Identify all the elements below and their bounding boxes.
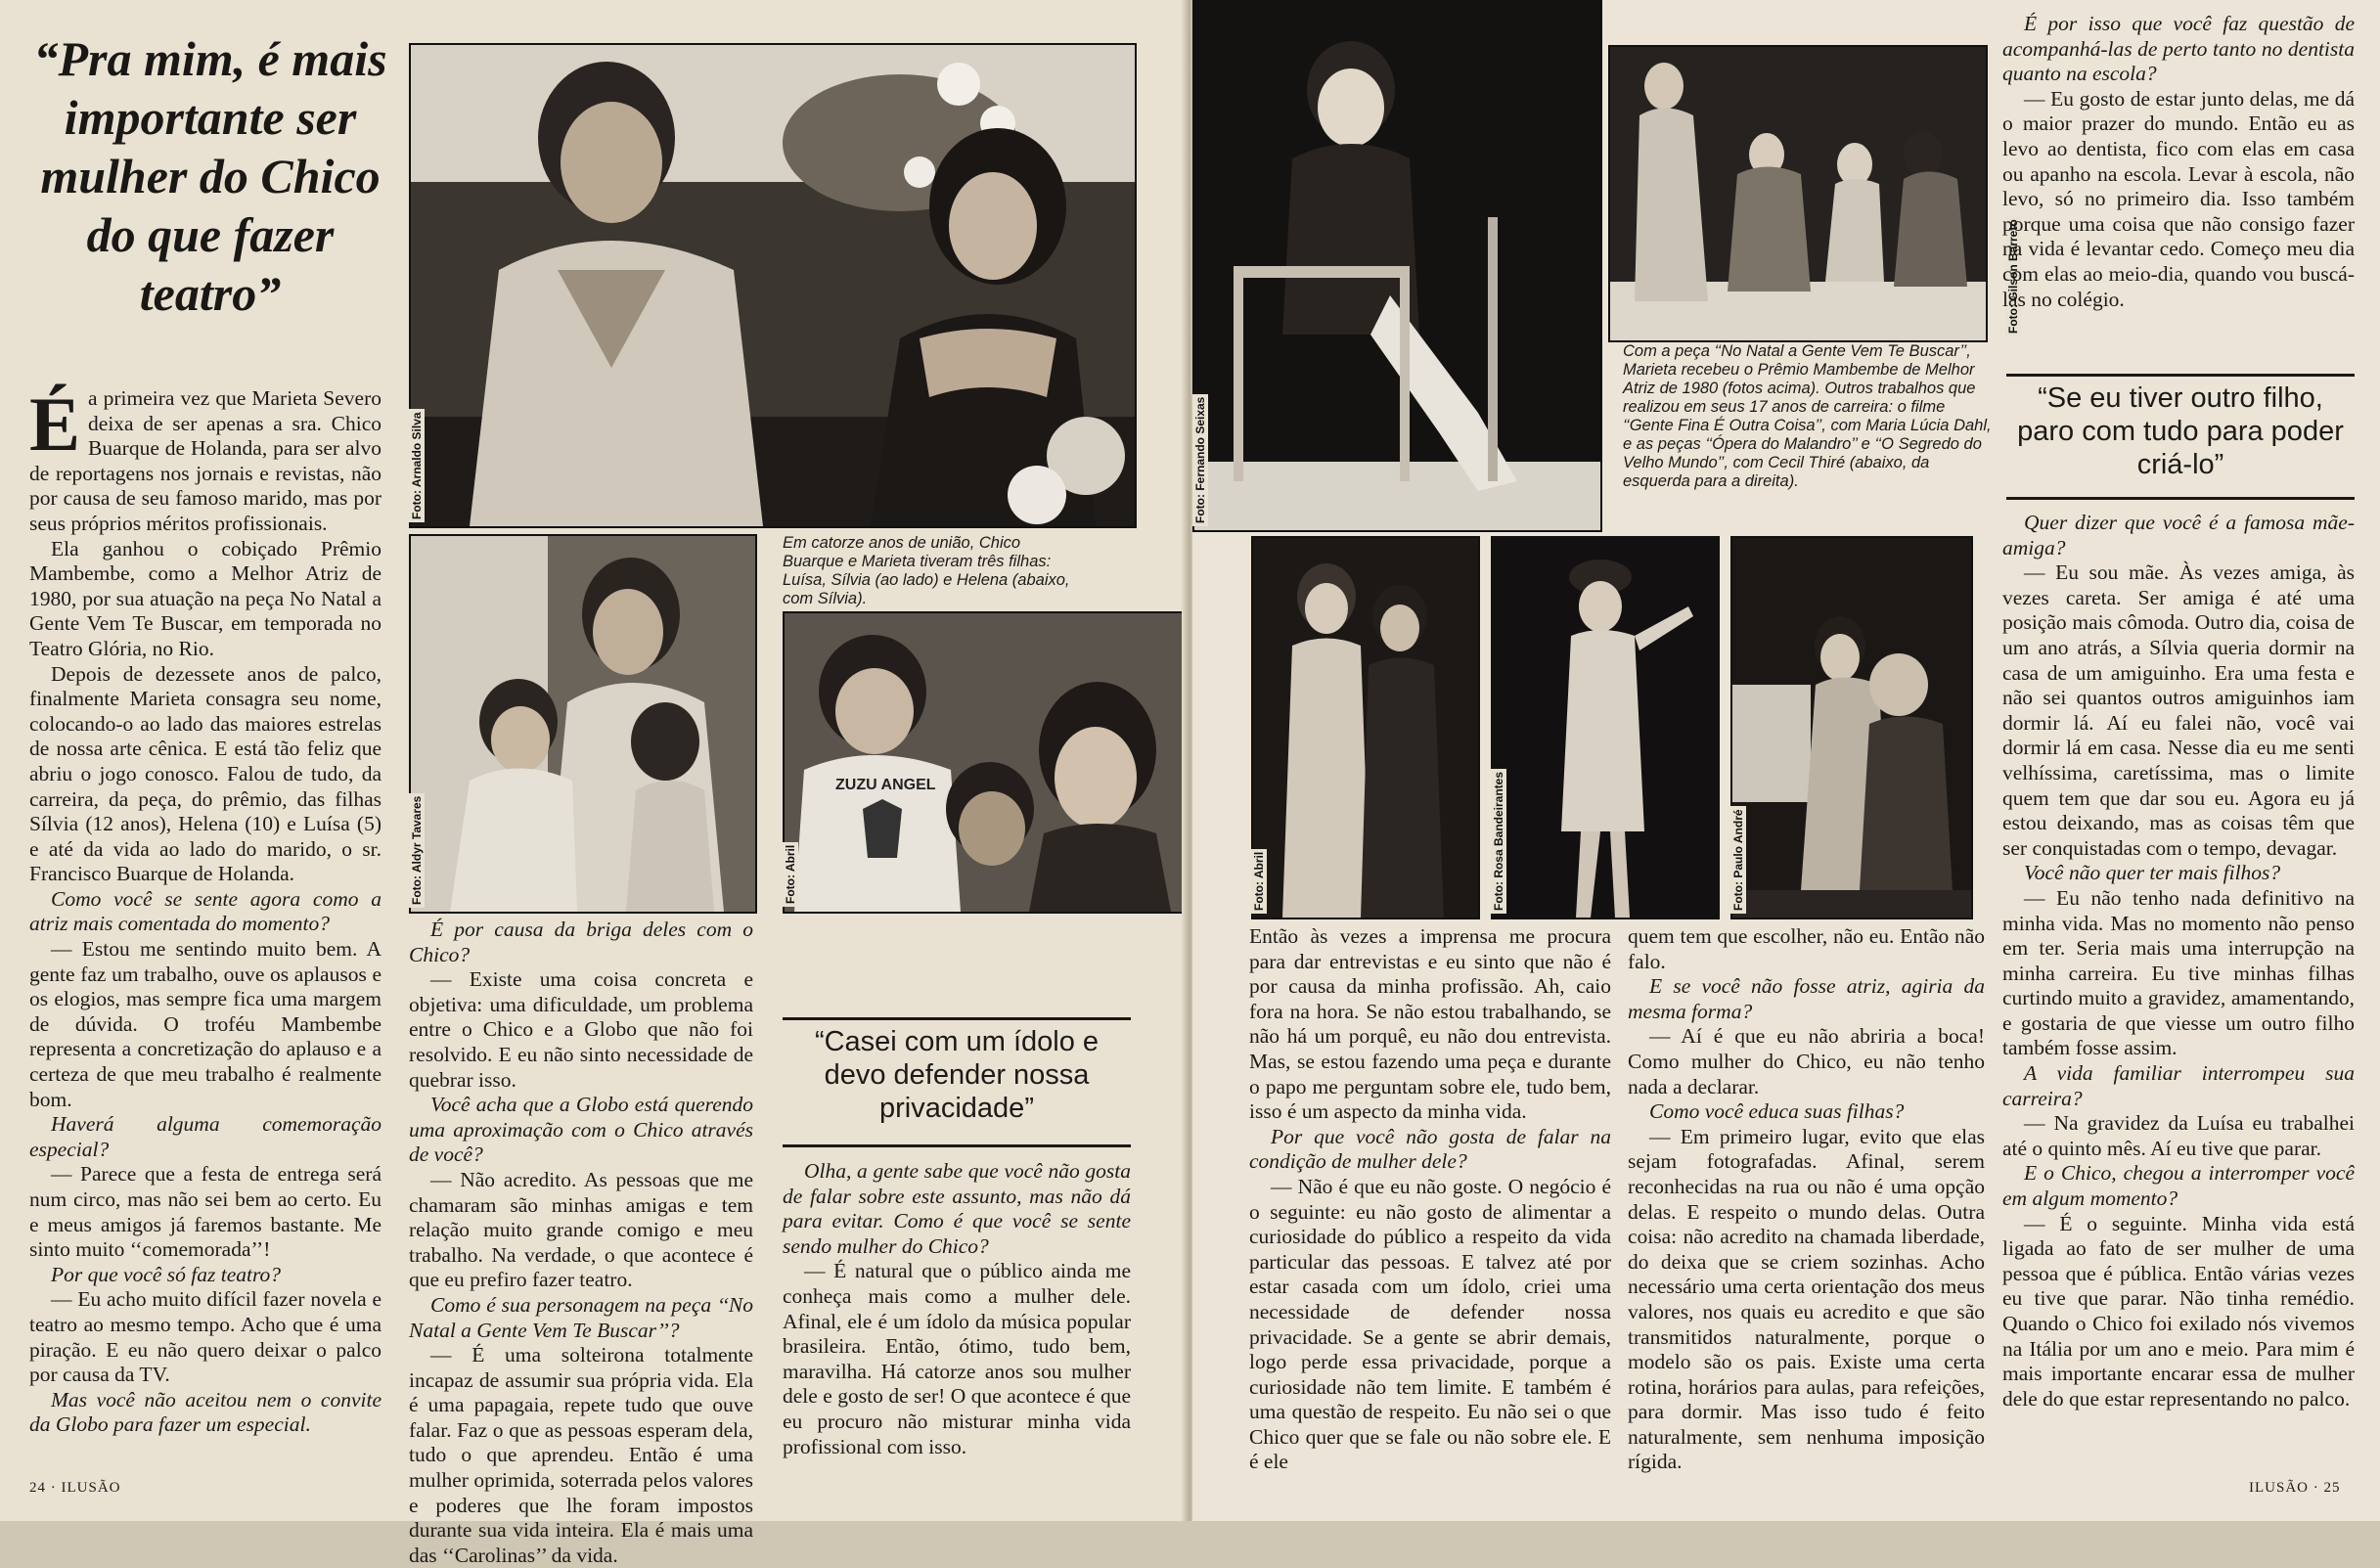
photo-couple-image: [411, 45, 1135, 526]
photo-daughters: [783, 611, 1191, 914]
photo-mother-daughter: [409, 534, 757, 914]
right-column-3-top: [2002, 12, 2355, 312]
svg-text:ZUZU ANGEL: ZUZU ANGEL: [835, 777, 936, 793]
answer: — É o seguinte. Minha vida está ligada ao fato de ser mulher de uma pessoa que é pública. Então várias vezes eu tive que parar. Não tinha remédio. Quando o Chico foi exilado nós vivemos na Itália por um ano e meio. Para mim é mais importante encarar essa de mulher dele do que estar representando no palco.: [2002, 1211, 2355, 1411]
photo-stage-seated: [1192, 0, 1602, 532]
answer: — Em primeiro lugar, evito que elas sejam fotografadas. Afinal, serem reconhecidas na rua ou não é uma opção delas. E respeito o mundo delas. Outra coisa: não acredito na chamada liberdade, do deixa que se criem sozinhas. Acho necessário uma certa orientação dos meus valores, nos quais eu acredito e que são transmitidos naturalmente, porque o modelo são os pais. Existe uma certa rotina, horários para aulas, para refeições, para dormir. Mas isso tudo é feito naturalmente, sem nenhuma imposição rígida.: [1628, 1124, 1985, 1474]
right-column-2: [1628, 924, 1985, 1475]
answer: — É uma solteirona totalmente incapaz de assumir sua própria vida. Ela é uma papagaia, repete tudo que ouve falar. Faz o que as pessoas esperam dela, tudo o que aprendeu. Então é uma mulher oprimida, soterrada pelos valores e poderes que lhe foram impostos durante sua vida inteira. Ela é mais uma das ‘‘Carolinas’’ da vida.: [409, 1343, 753, 1567]
question: Você não quer ter mais filhos?: [2024, 861, 2281, 885]
photo-stage-seated-image: [1194, 2, 1600, 530]
photo-caption: Em catorze anos de união, Chico Buarque e Marieta tiveram três filhas: Luísa, Sílvia (ao lado) e Helena (abaixo, com Sílvia).: [783, 534, 1070, 607]
dropcap: É: [29, 381, 81, 467]
left-column-2: [409, 918, 753, 1568]
paragraph: Depois de dezessete anos de palco, finalmente Marieta consagra seu nome, colocando-o ao lado das maiores estrelas de nossa arte cênica. E está tão feliz que abriu o jogo conosco. Falou de tudo, da carreira, da peça, do prêmio, das filhas Sílvia (12 anos), Helena (10) e Luísa (5) e até da vida ao lado do marido, o sr. Francisco Buarque de Holanda.: [29, 661, 382, 886]
left-page: [0, 0, 1188, 1567]
photo-play-cast: [1608, 45, 2020, 342]
intro-text: a primeira vez que Marieta Severo deixa de ser apenas a sra. Chico Buarque de Holanda, para ser alvo de reportagens nos jornais e revistas, não por causa de seu famoso marido, mas por seus próprios méritos profissionais.: [29, 386, 382, 535]
answer: — Na gravidez da Luísa eu trabalhei até o quinto mês. Aí eu tive que parar.: [2002, 1111, 2355, 1160]
question: Por que você não gosta de falar na condição de mulher dele?: [1249, 1124, 1611, 1174]
pull-quote: “Se eu tiver outro filho, paro com tudo para poder criá-lo”: [2017, 382, 2344, 480]
photo-caption: Com a peça ‘‘No Natal a Gente Vem Te Buscar’’, Marieta recebeu o Prêmio Mambembe de Melhor Atriz de 1980 (fotos acima). Outros trabalhos que realizou em seus 17 anos de carreira: o filme ‘‘Gente Fina É Outra Coisa’’, com Maria Lúcia Dahl, e as peças ‘‘Ópera do Malandro’’ e ‘‘O Segredo do Velho Mundo’’, com Cecil Thiré (abaixo, da esquerda para a direita).: [1623, 342, 1992, 490]
answer: — Aí é que eu não abriria a boca! Como mulher do Chico, eu não tenho nada a declarar.: [1628, 1024, 1985, 1098]
question: Haverá alguma comemoração especial?: [29, 1112, 382, 1161]
photo-credit: Foto: Gilson Barreto: [2005, 216, 2021, 336]
question: Como é sua personagem na peça ‘‘No Natal a Gente Vem Te Buscar’’?: [409, 1292, 753, 1342]
answer: — Eu acho muito difícil fazer novela e teatro ao mesmo tempo. Acho que é uma piração. E eu não quero deixar o palco por causa da TV.: [29, 1287, 382, 1387]
answer: — Eu sou mãe. Às vezes amiga, às vezes careta. Ser amiga é até uma posição mais cômoda. Outro dia, coisa de um ano atrás, a Sílvia queria dormir na casa de um amiguinho. Era uma festa e não sei quantos outros amiguinhos iam dormir lá. Aí eu falei não, você vai dormir lá em casa. Nesse dia eu me senti velhíssima, caretíssima, mas o limite quem tem que dar sou eu. Agora eu já estou deixando, mas as coisas têm que ser conquistadas com o tempo, devagar.: [2002, 560, 2355, 860]
photo-credit: Foto: Abril: [1251, 849, 1267, 914]
photo-segredo-image: [1732, 538, 1971, 918]
photo-credit: Foto: Paulo André: [1730, 806, 1746, 914]
answer: — Não acredito. As pessoas que me chamaram são minhas amigas e tem relação muito grande comigo e meu trabalho. Na verdade, o que acontece é que eu prefiro fazer teatro.: [409, 1167, 753, 1292]
left-column-3: [783, 1159, 1131, 1459]
intro-paragraph: [29, 381, 382, 537]
right-column-1: [1249, 924, 1611, 1475]
question: É por causa da briga deles com o Chico?: [409, 918, 753, 966]
photo-opera-malandro: [1491, 536, 1720, 919]
answer: — Parece que a festa de entrega será num circo, mas não sei bem ao certo. Eu e meus amigos já faremos bastante. Me sinto muito ‘‘comemorada’’!: [29, 1162, 382, 1262]
question: E se você não fosse atriz, agiria da mesma forma?: [1628, 974, 1985, 1023]
folio-right: ILUSÃO · 25: [2249, 1480, 2341, 1496]
answer: — É natural que o público ainda me conheça mais como a mulher dele. Afinal, ele é um ídolo da música popular brasileira. Então, ótimo, tudo bem, maravilha. Há catorze anos sou mulher dele e gosto de ser! O que acontece é que eu procuro não misturar minha vida profissional com isso.: [783, 1259, 1131, 1458]
question: Quer dizer que você é a famosa mãe-amiga?: [2002, 511, 2355, 560]
question: Como você educa suas filhas?: [1649, 1099, 1905, 1124]
question: Como você se sente agora como a atriz mais comentada do momento?: [29, 886, 382, 936]
answer: — Eu gosto de estar junto delas, me dá o maior prazer do mundo. Então eu as levo ao dentista, fico com elas em casa ou apanho na escola. Levar à escola, não levo, só no primeiro dia. Isso também porque uma coisa que não consigo fazer na vida é levantar cedo. Começo meu dia com elas ao meio-dia, quando vou buscá-las no colégio.: [2002, 86, 2355, 311]
photo-credit: Foto: Aldyr Tavares: [409, 793, 425, 908]
pullquote-rule-bottom: [783, 1144, 1131, 1147]
photo-mother-daughter-image: [411, 536, 755, 912]
pull-quote: “Casei com um ídolo e devo defender nossa privacidade”: [814, 1026, 1100, 1124]
photo-credit: Foto: Rosa Bandeirantes: [1491, 769, 1506, 914]
photo-film-gente-fina: [1251, 536, 1480, 919]
photo-play-cast-image: [1610, 47, 1986, 340]
question: É por isso que você faz questão de acompanhá-las de perto tanto no dentista quanto na escola?: [2002, 12, 2355, 86]
question: Olha, a gente sabe que você não gosta de falar sobre este assunto, mas não dá para evitar. Como é que você se sente sendo mulher do Chico?: [783, 1159, 1131, 1258]
paragraph: quem tem que escolher, não eu. Então não falo.: [1628, 924, 1985, 973]
answer: — Existe uma coisa concreta e objetiva: uma dificuldade, um problema entre o Chico e a Globo que não foi resolvido. E eu não sinto necessidade de quebrar isso.: [409, 967, 753, 1092]
question: E o Chico, chegou a interromper você em algum momento?: [2002, 1161, 2355, 1211]
right-page: [1192, 0, 2380, 1521]
question: Por que você só faz teatro?: [51, 1262, 282, 1286]
photo-credit: Foto: Arnaldo Silva: [409, 409, 425, 522]
photo-credit: Foto: Abril: [783, 842, 798, 907]
answer: — Estou me sentindo muito bem. A gente faz um trabalho, ouve os aplausos e os elogios, mas sempre fica uma margem de dúvida. O troféu Mambembe representa a concretização do aplauso e a certeza de que meu trabalho é realmente bom.: [29, 937, 382, 1111]
pullquote-rule-top: [783, 1017, 1131, 1020]
photo-daughters-image: [785, 613, 1190, 912]
paragraph: Ela ganhou o cobiçado Prêmio Mambembe, como a Melhor Atriz de 1980, por sua atuação na peça No Natal a Gente Vem Te Buscar, em temporada no Teatro Glória, no Rio.: [29, 536, 382, 660]
photo-credit: Foto: Fernando Seixas: [1192, 394, 1208, 526]
photo-couple: [409, 43, 1137, 528]
question: A vida familiar interrompeu sua carreira?: [2002, 1061, 2355, 1110]
folio-left: 24 · ILUSÃO: [29, 1480, 121, 1496]
pullquote-rule-top: [2006, 374, 2355, 377]
pullquote-rule-bottom: [2006, 497, 2355, 500]
photo-film-image: [1253, 538, 1478, 918]
question: Mas você não aceitou nem o convite da Globo para fazer um especial.: [29, 1387, 382, 1437]
answer: — Não é que eu não goste. O negócio é o seguinte: eu não gosto de alimentar a curiosidade do público a respeito da vida particular das pessoas. E talvez até por estar casada com um ídolo, criei uma necessidade de defender nossa privacidade. Se a gente se abrir demais, logo perde essa privacidade, porque a curiosidade não tem limite. E também é uma questão de respeito. Eu não sei o que Chico quer que se fale ou não sobre ele. E é ele: [1249, 1174, 1611, 1474]
answer: — Eu não tenho nada definitivo na minha vida. Mas no momento não penso em ter. Seria mais uma interrupção na minha carreira. Eu tive minhas filhas curtindo muito a gravidez, amamentando, e gostaria de que viesse um outro filho também fosse assim.: [2002, 885, 2355, 1060]
left-column-1: [29, 381, 382, 1438]
article-headline: “Pra mim, é mais importante ser mulher do Chico do que fazer teatro”: [33, 31, 387, 321]
paragraph: Então às vezes a imprensa me procura para dar entrevistas e eu sinto que não é por causa da minha profissão. Ah, caio fora na hora. Se não estou trabalhando, se não há um porquê, eu não dou entrevista. Mas, se estou fazendo uma peça e durante o papo me perguntam sobre ele, tudo bem, isso é um aspecto da minha vida.: [1249, 924, 1611, 1124]
right-column-3-bottom: [2002, 511, 2355, 1411]
photo-opera-image: [1493, 538, 1718, 918]
question: Você acha que a Globo está querendo uma aproximação com o Chico através de você?: [409, 1093, 753, 1167]
photo-segredo-velho-mundo: [1730, 536, 1973, 919]
